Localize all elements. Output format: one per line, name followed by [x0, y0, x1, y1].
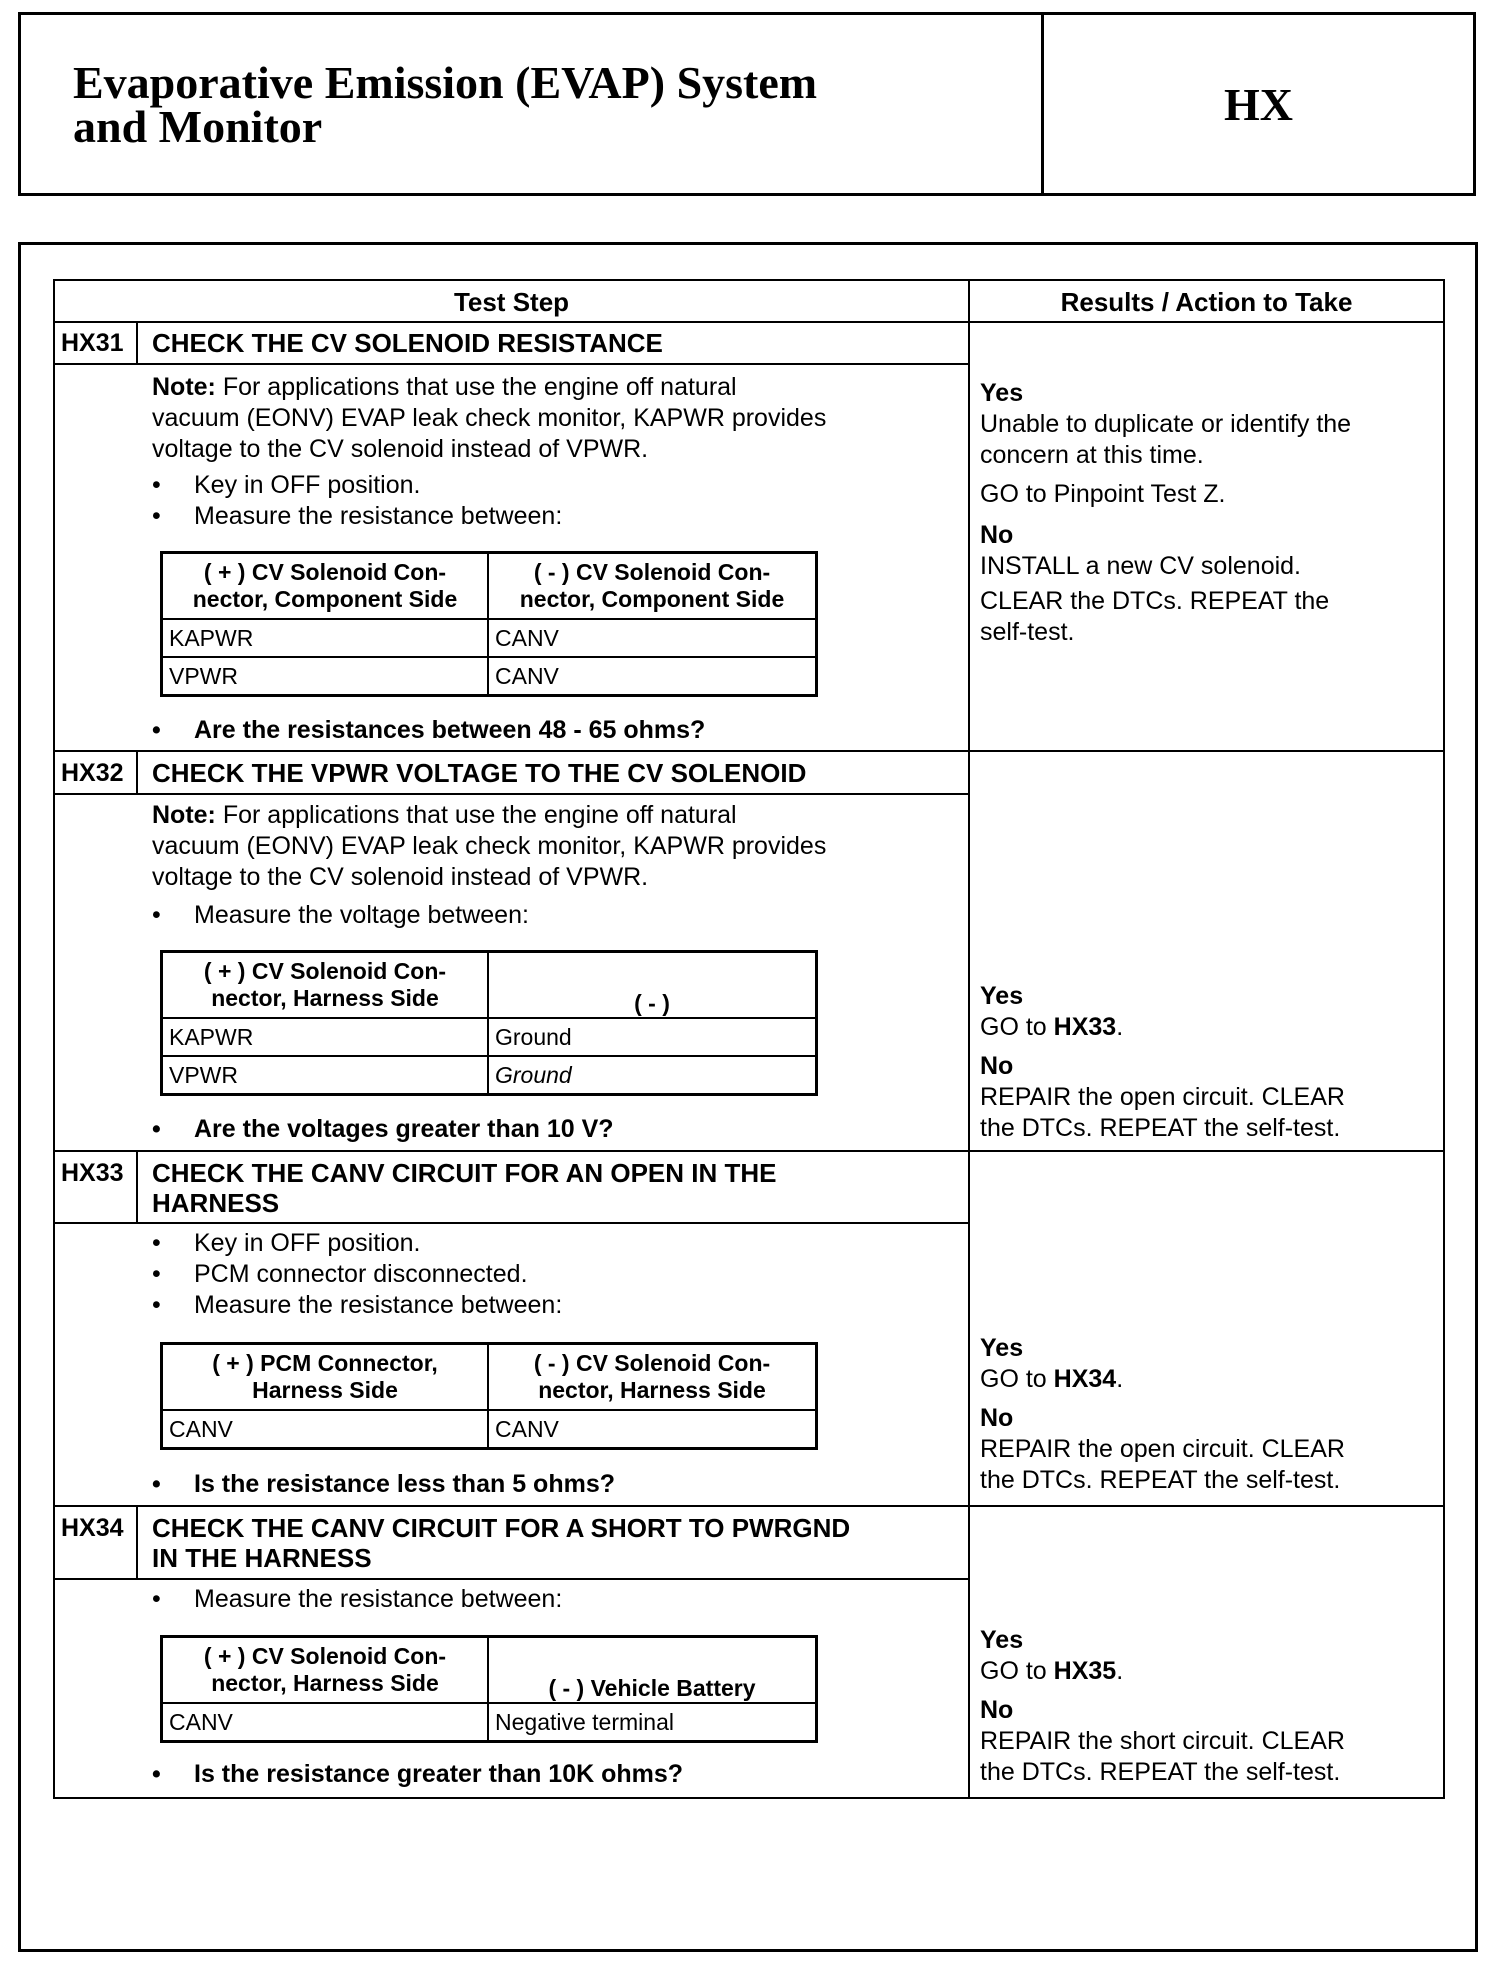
table-header-positive: ( + ) CV Solenoid Con- nector, Harness Side [162, 952, 489, 1019]
table-cell: VPWR [162, 1056, 489, 1095]
column-header-results: Results / Action to Take [1060, 287, 1353, 317]
step-results: Yes GO to HX34. No REPAIR the open circuit. CLEAR the DTCs. REPEAT the self-test. [980, 1333, 1420, 1496]
measurement-table [160, 1635, 818, 1743]
table-header-negative: ( - ) CV Solenoid Con- nector, Component Side [488, 553, 817, 620]
table-border-top [53, 279, 1445, 281]
step-separator [53, 750, 1445, 752]
table-header-negative: ( - ) Vehicle Battery [488, 1637, 817, 1704]
step-results: Yes GO to HX35. No REPAIR the short circuit. CLEAR the DTCs. REPEAT the self-test. [980, 1625, 1420, 1788]
section-code: HX [1224, 78, 1293, 130]
step-title: CHECK THE VPWR VOLTAGE TO THE CV SOLENOID [152, 758, 807, 788]
id-divider [136, 1505, 138, 1578]
table-header-positive: ( + ) PCM Connector, Harness Side [162, 1344, 489, 1411]
step-id: HX31 [61, 329, 124, 357]
step-note: Note: For applications that use the engine off natural vacuum (EONV) EVAP leak check monitor, KAPWR provides voltage to the CV solenoid instead of VPWR. [152, 801, 827, 891]
table-cell: CANV [488, 657, 817, 696]
table-cell: Ground [488, 1056, 817, 1095]
step-question: • Are the voltages greater than 10 V? [194, 1114, 614, 1145]
title-underline [53, 793, 970, 795]
measurement-table [160, 551, 818, 697]
page-title: Evaporative Emission (EVAP) System and Monitor [73, 57, 818, 152]
step-bullet: • Key in OFF position. [194, 470, 420, 501]
measurement-table [160, 950, 818, 1096]
step-question: • Is the resistance less than 5 ohms? [194, 1469, 615, 1500]
table-border-bottom [53, 1797, 1445, 1799]
table-header-negative: ( - ) CV Solenoid Con- nector, Harness Side [488, 1344, 817, 1411]
page-header [18, 12, 1476, 196]
step-bullet: • PCM connector disconnected. [194, 1259, 528, 1290]
title-underline [53, 363, 970, 365]
step-bullet: • Measure the resistance between: [194, 501, 562, 532]
step-id: HX33 [61, 1159, 124, 1187]
header-row-line [53, 321, 1445, 323]
yes-label: Yes [980, 379, 1024, 407]
step-question: • Is the resistance greater than 10K ohms? [194, 1759, 683, 1790]
step-id: HX34 [61, 1514, 124, 1542]
step-title: CHECK THE CANV CIRCUIT FOR A SHORT TO PWRGND IN THE HARNESS [152, 1513, 851, 1573]
table-cell: Negative terminal [488, 1703, 817, 1742]
yes-label: Yes [980, 1334, 1024, 1362]
step-title: CHECK THE CANV CIRCUIT FOR AN OPEN IN THE HARNESS [152, 1158, 777, 1218]
table-cell: Ground [488, 1018, 817, 1056]
title-underline [53, 1578, 970, 1580]
step-separator [53, 1505, 1445, 1507]
measurement-table [160, 1342, 818, 1450]
id-divider [136, 321, 138, 363]
yes-label: Yes [980, 982, 1024, 1010]
table-header-positive: ( + ) CV Solenoid Con- nector, Component Side [162, 553, 489, 620]
title-underline [53, 1222, 970, 1224]
no-label: No [980, 1052, 1014, 1080]
step-title: CHECK THE CV SOLENOID RESISTANCE [152, 328, 663, 358]
table-header-positive: ( + ) CV Solenoid Con- nector, Harness Side [162, 1637, 489, 1704]
no-label: No [980, 1696, 1014, 1724]
step-bullet: • Key in OFF position. [194, 1228, 420, 1259]
id-divider [136, 750, 138, 793]
table-cell: KAPWR [162, 1018, 489, 1056]
table-cell: CANV [488, 619, 817, 657]
step-results: Yes GO to HX33. No REPAIR the open circuit. CLEAR the DTCs. REPEAT the self-test. [980, 981, 1420, 1144]
table-cell: CANV [162, 1410, 489, 1449]
table-border-left [53, 279, 55, 1799]
step-bullet: • Measure the resistance between: [194, 1584, 562, 1615]
table-cell: KAPWR [162, 619, 489, 657]
no-label: No [980, 521, 1014, 549]
table-cell: CANV [488, 1410, 817, 1449]
step-results: Yes Unable to duplicate or identify the concern at this time. GO to Pinpoint Test Z. No INSTALL a new CV solenoid. CLEAR the DTCs. REPEAT the self-test. [980, 378, 1420, 648]
no-label: No [980, 1404, 1014, 1432]
step-bullet: • Measure the voltage between: [194, 900, 529, 931]
table-cell: VPWR [162, 657, 489, 696]
step-separator [53, 1150, 1445, 1152]
table-header-negative: ( - ) [488, 952, 817, 1019]
table-cell: CANV [162, 1703, 489, 1742]
table-border-right [1443, 279, 1445, 1799]
id-divider [136, 1150, 138, 1222]
step-note: Note: For applications that use the engine off natural vacuum (EONV) EVAP leak check monitor, KAPWR provides voltage to the CV solenoid instead of VPWR. [152, 373, 827, 463]
step-id: HX32 [61, 759, 124, 787]
step-question: • Are the resistances between 48 - 65 ohms? [194, 715, 705, 746]
column-header-test-step: Test Step [453, 287, 570, 317]
step-bullet: • Measure the resistance between: [194, 1290, 562, 1321]
yes-label: Yes [980, 1626, 1024, 1654]
column-divider [968, 279, 970, 1799]
